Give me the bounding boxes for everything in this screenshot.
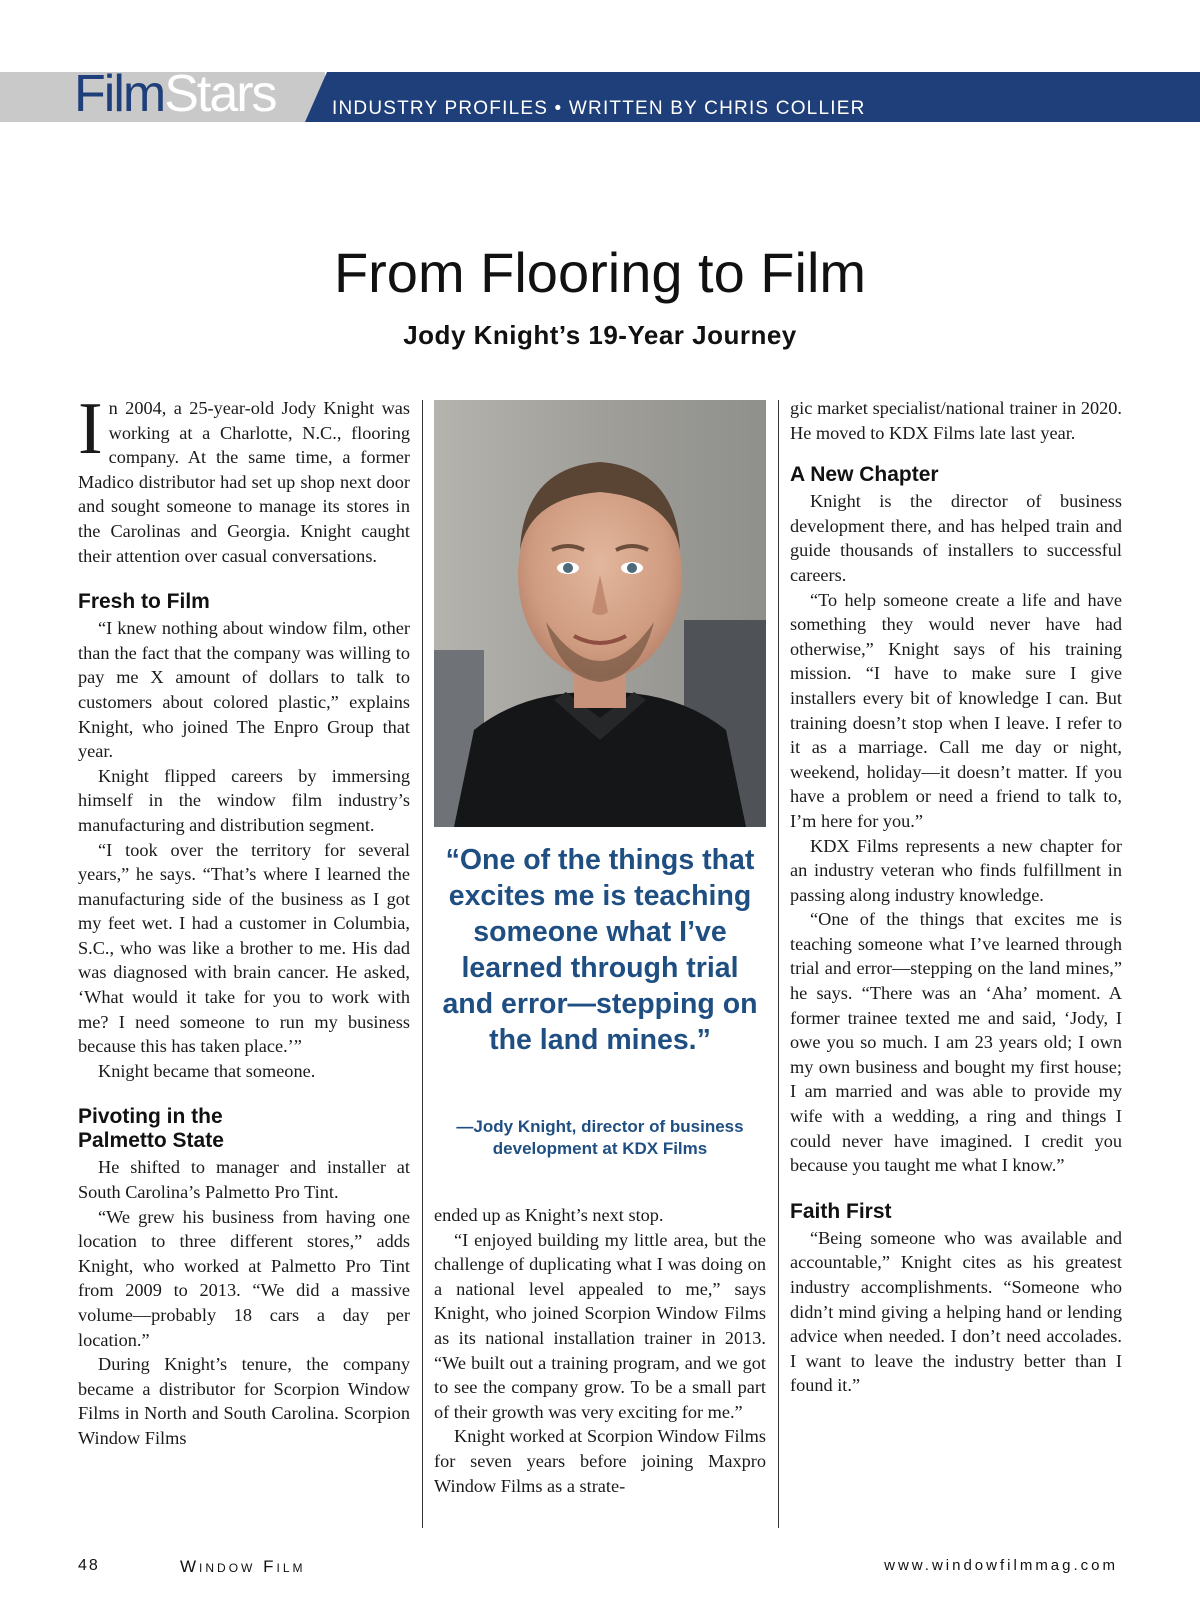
section-label: INDUSTRY PROFILES • WRITTEN BY CHRIS COLLIER (332, 98, 866, 119)
section-heading: Faith First (790, 1199, 892, 1223)
column-divider (778, 400, 779, 1528)
magazine-url[interactable]: www.windowfilmmag.com (884, 1557, 1118, 1574)
logo-stars-text: Stars (164, 65, 276, 123)
filmstars-logo (74, 66, 276, 122)
paragraph: KDX Films represents a new chapter for an industry veteran who finds fulfillment in passing along industry knowledge. (790, 835, 1122, 905)
paragraph: Knight flipped careers by immersing himself in the window film industry’s manufacturing and distribution segment. (78, 765, 410, 835)
paragraph: gic market specialist/national trainer in 2020. He moved to KDX Films late last year. (790, 398, 1122, 443)
heading-line: Pivoting in the (78, 1105, 223, 1129)
paragraph: Knight worked at Scorpion Window Films for seven years before joining Maxpro Window Films as a strate- (434, 1426, 766, 1496)
page-footer (0, 1557, 1200, 1579)
paragraph: “I knew nothing about window film, other than the fact that the company was willing to pay me X amount of dollars to talk to customers about colored plastic,” explains Knight, who joined The Enpro Group that year. (78, 618, 410, 762)
pull-quote: “One of the things that excites me is teaching someone what I’ve learned through trial and error—stepping on the land mines.” (442, 844, 758, 1056)
paragraph: “I enjoyed building my little area, but the challenge of duplicating what I was doing on a national level appealed to me,” says Knight, who joined Scorpion Window Films as its national installation trainer in 2013. “We built out a training program, and we got to see the company grow. To be a small part of their growth was very exciting for me.” (434, 1229, 766, 1422)
column-divider (422, 400, 423, 1528)
portrait-photo (434, 400, 766, 827)
drop-cap: I (78, 388, 103, 470)
paragraph: During Knight’s tenure, the company became a distributor for Scorpion Window Films in North and South Carolina. Scorpion Window Films (78, 1354, 410, 1448)
paragraph: “I took over the territory for several years,” he says. “That’s where I learned the manufacturing side of the business as I got my feet wet. I had a customer in Columbia, S.C., who was like a brother to me. His dad was diagnosed with brain cancer. He asked, ‘What would it take for you to work with me? I need someone to run my business because this has taken place.’” (78, 839, 410, 1057)
paragraph: “To help someone create a life and have something they would never have had otherwise,” Knight says of his training mission. “I have to make sure I give installers every bit of knowledge I can. But training doesn’t stop when I leave. I refer to it as a marriage. Call me day or night, weekend, holiday—it doesn’t matter. If you have a problem or need a friend to talk to, I’m here for you.” (790, 589, 1122, 831)
section-header-band (0, 65, 1200, 123)
pull-quote-attribution: —Jody Knight, director of business development at KDX Films (456, 1117, 744, 1158)
section-heading: Fresh to Film (78, 590, 210, 614)
portrait-illustration (434, 400, 766, 827)
paragraph: “One of the things that excites me is teaching someone what I’ve learned through trial and error—stepping on the land mines,” he says. “There was an ‘Aha’ moment. A former trainee texted me and said, ‘Jody, I owe you so much. I am 23 years old; I own my own business and bought my first house; I am married and was able to provide my wife with a wedding, a ring and things I could never have imagined. I credit you because you taught me what I know.” (790, 909, 1122, 1176)
article-subtitle: Jody Knight’s 19-Year Journey (403, 320, 797, 350)
page-number: 48 (78, 1557, 100, 1574)
section-heading (78, 1105, 410, 1153)
paragraph: He shifted to manager and installer at South Carolina’s Palmetto Pro Tint. (78, 1157, 410, 1203)
logo-film-text: Film (74, 65, 165, 123)
article-column-3 (790, 396, 1122, 1398)
article-column-1 (78, 388, 410, 1451)
magazine-name: Window Film (180, 1557, 306, 1576)
paragraph: Knight is the director of business development there, and has helped train and guide thousands of installers to successful careers. (790, 491, 1122, 585)
section-heading: A New Chapter (790, 463, 939, 487)
heading-line: Palmetto State (78, 1129, 224, 1153)
paragraph: ended up as Knight’s next stop. (434, 1205, 664, 1225)
article-title: From Flooring to Film (333, 241, 867, 304)
intro-text: n 2004, a 25-year-old Jody Knight was working at a Charlotte, N.C., flooring company. At the same time, a former Madico distributor had set up shop next door and sought someone to manage its stores in the Carolinas and Georgia. Knight caught their attention over casual conversations. (78, 398, 410, 566)
paragraph: “We grew his business from having one location to three different stores,” adds Knight, who worked at Palmetto Pro Tint from 2009 to 2013. “We did a massive volume—probably 18 cars a day per location.” (78, 1206, 410, 1350)
article-column-2 (434, 1203, 766, 1498)
paragraph: “Being someone who was available and accountable,” Knight cites as his greatest industry accomplishments. “Someone who didn’t mind giving a helping hand or lending advice when needed. I don’t need accolades. I want to leave the industry better than I found it.” (790, 1227, 1122, 1396)
intro-paragraph (78, 388, 410, 568)
paragraph: Knight became that someone. (98, 1060, 316, 1081)
